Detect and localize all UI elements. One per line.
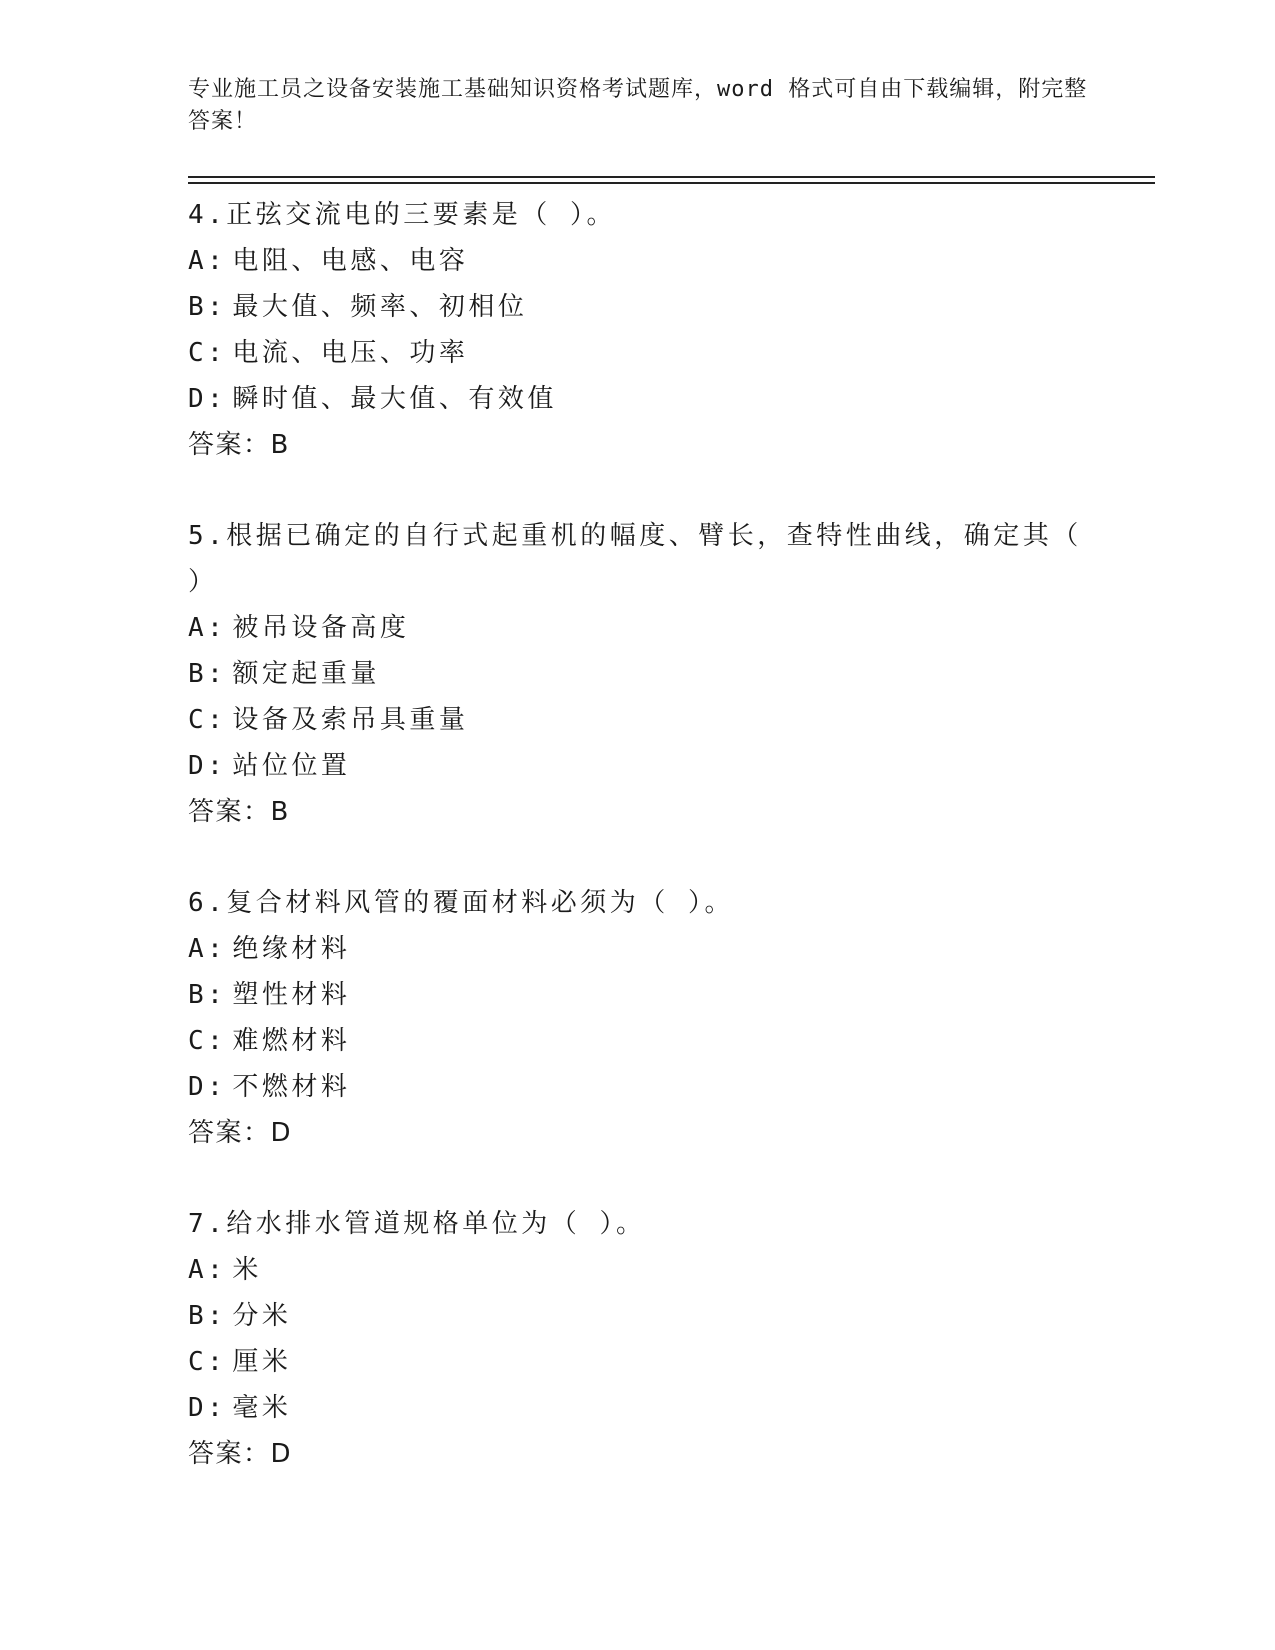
- option-key: A:: [188, 613, 227, 643]
- option-b: [188, 1293, 1088, 1339]
- option-text: 电流、电压、功率: [232, 338, 469, 368]
- option-text: 厘米: [232, 1347, 292, 1377]
- option-text: 米: [232, 1255, 262, 1285]
- option-a: [188, 605, 1088, 651]
- question-stem: 7.给水排水管道规格单位为（ ）。: [188, 1209, 646, 1239]
- option-key: C:: [188, 338, 227, 368]
- option-key: B:: [188, 980, 227, 1010]
- answer-line: 答案：D: [188, 1118, 293, 1148]
- option-key: B:: [188, 1301, 227, 1331]
- option-key: A:: [188, 1255, 227, 1285]
- option-text: 站位位置: [232, 751, 351, 781]
- answer-line: 答案：D: [188, 1439, 293, 1469]
- option-key: B:: [188, 659, 227, 689]
- option-text: 额定起重量: [232, 659, 380, 689]
- document-header: 专业施工员之设备安装施工基础知识资格考试题库，word 格式可自由下载编辑，附完整答案！: [188, 77, 1088, 134]
- question-6: [188, 880, 1088, 1156]
- question-4: [188, 192, 1088, 468]
- option-text: 绝缘材料: [232, 934, 351, 964]
- option-a: [188, 926, 1088, 972]
- option-key: D:: [188, 384, 227, 414]
- option-text: 最大值、频率、初相位: [232, 292, 528, 322]
- option-key: D:: [188, 751, 227, 781]
- option-key: A:: [188, 934, 227, 964]
- header-divider-top: [188, 176, 1155, 178]
- option-key: D:: [188, 1393, 227, 1423]
- option-key: C:: [188, 1026, 227, 1056]
- question-stem: 6.复合材料风管的覆面材料必须为（ ）。: [188, 888, 734, 918]
- option-key: D:: [188, 1072, 227, 1102]
- option-text: 设备及索吊具重量: [232, 705, 469, 735]
- answer-line: 答案：B: [188, 797, 290, 827]
- option-key: B:: [188, 292, 227, 322]
- option-text: 塑性材料: [232, 980, 351, 1010]
- question-5: [188, 513, 1088, 835]
- option-text: 电阻、电感、电容: [232, 246, 469, 276]
- option-d: [188, 743, 1088, 789]
- option-b: [188, 972, 1088, 1018]
- option-text: 毫米: [232, 1393, 292, 1423]
- option-c: [188, 1339, 1088, 1385]
- question-stem: 4.正弦交流电的三要素是（ ）。: [188, 200, 616, 230]
- option-c: [188, 1018, 1088, 1064]
- option-a: [188, 1247, 1088, 1293]
- option-text: 瞬时值、最大值、有效值: [232, 384, 557, 414]
- option-key: C:: [188, 705, 227, 735]
- option-key: A:: [188, 246, 227, 276]
- question-7: [188, 1201, 1088, 1477]
- option-d: [188, 1064, 1088, 1110]
- option-a: [188, 238, 1088, 284]
- question-list: [188, 192, 1088, 1522]
- question-stem: 5.根据已确定的自行式起重机的幅度、臂长，查特性曲线，确定其（ ）: [188, 521, 1082, 597]
- option-b: [188, 284, 1088, 330]
- option-c: [188, 697, 1088, 743]
- option-d: [188, 1385, 1088, 1431]
- option-key: C:: [188, 1347, 227, 1377]
- option-b: [188, 651, 1088, 697]
- option-d: [188, 376, 1088, 422]
- header-divider-bottom: [188, 182, 1155, 184]
- option-text: 分米: [232, 1301, 292, 1331]
- option-text: 难燃材料: [232, 1026, 351, 1056]
- answer-line: 答案：B: [188, 430, 290, 460]
- option-c: [188, 330, 1088, 376]
- option-text: 被吊设备高度: [232, 613, 410, 643]
- option-text: 不燃材料: [232, 1072, 351, 1102]
